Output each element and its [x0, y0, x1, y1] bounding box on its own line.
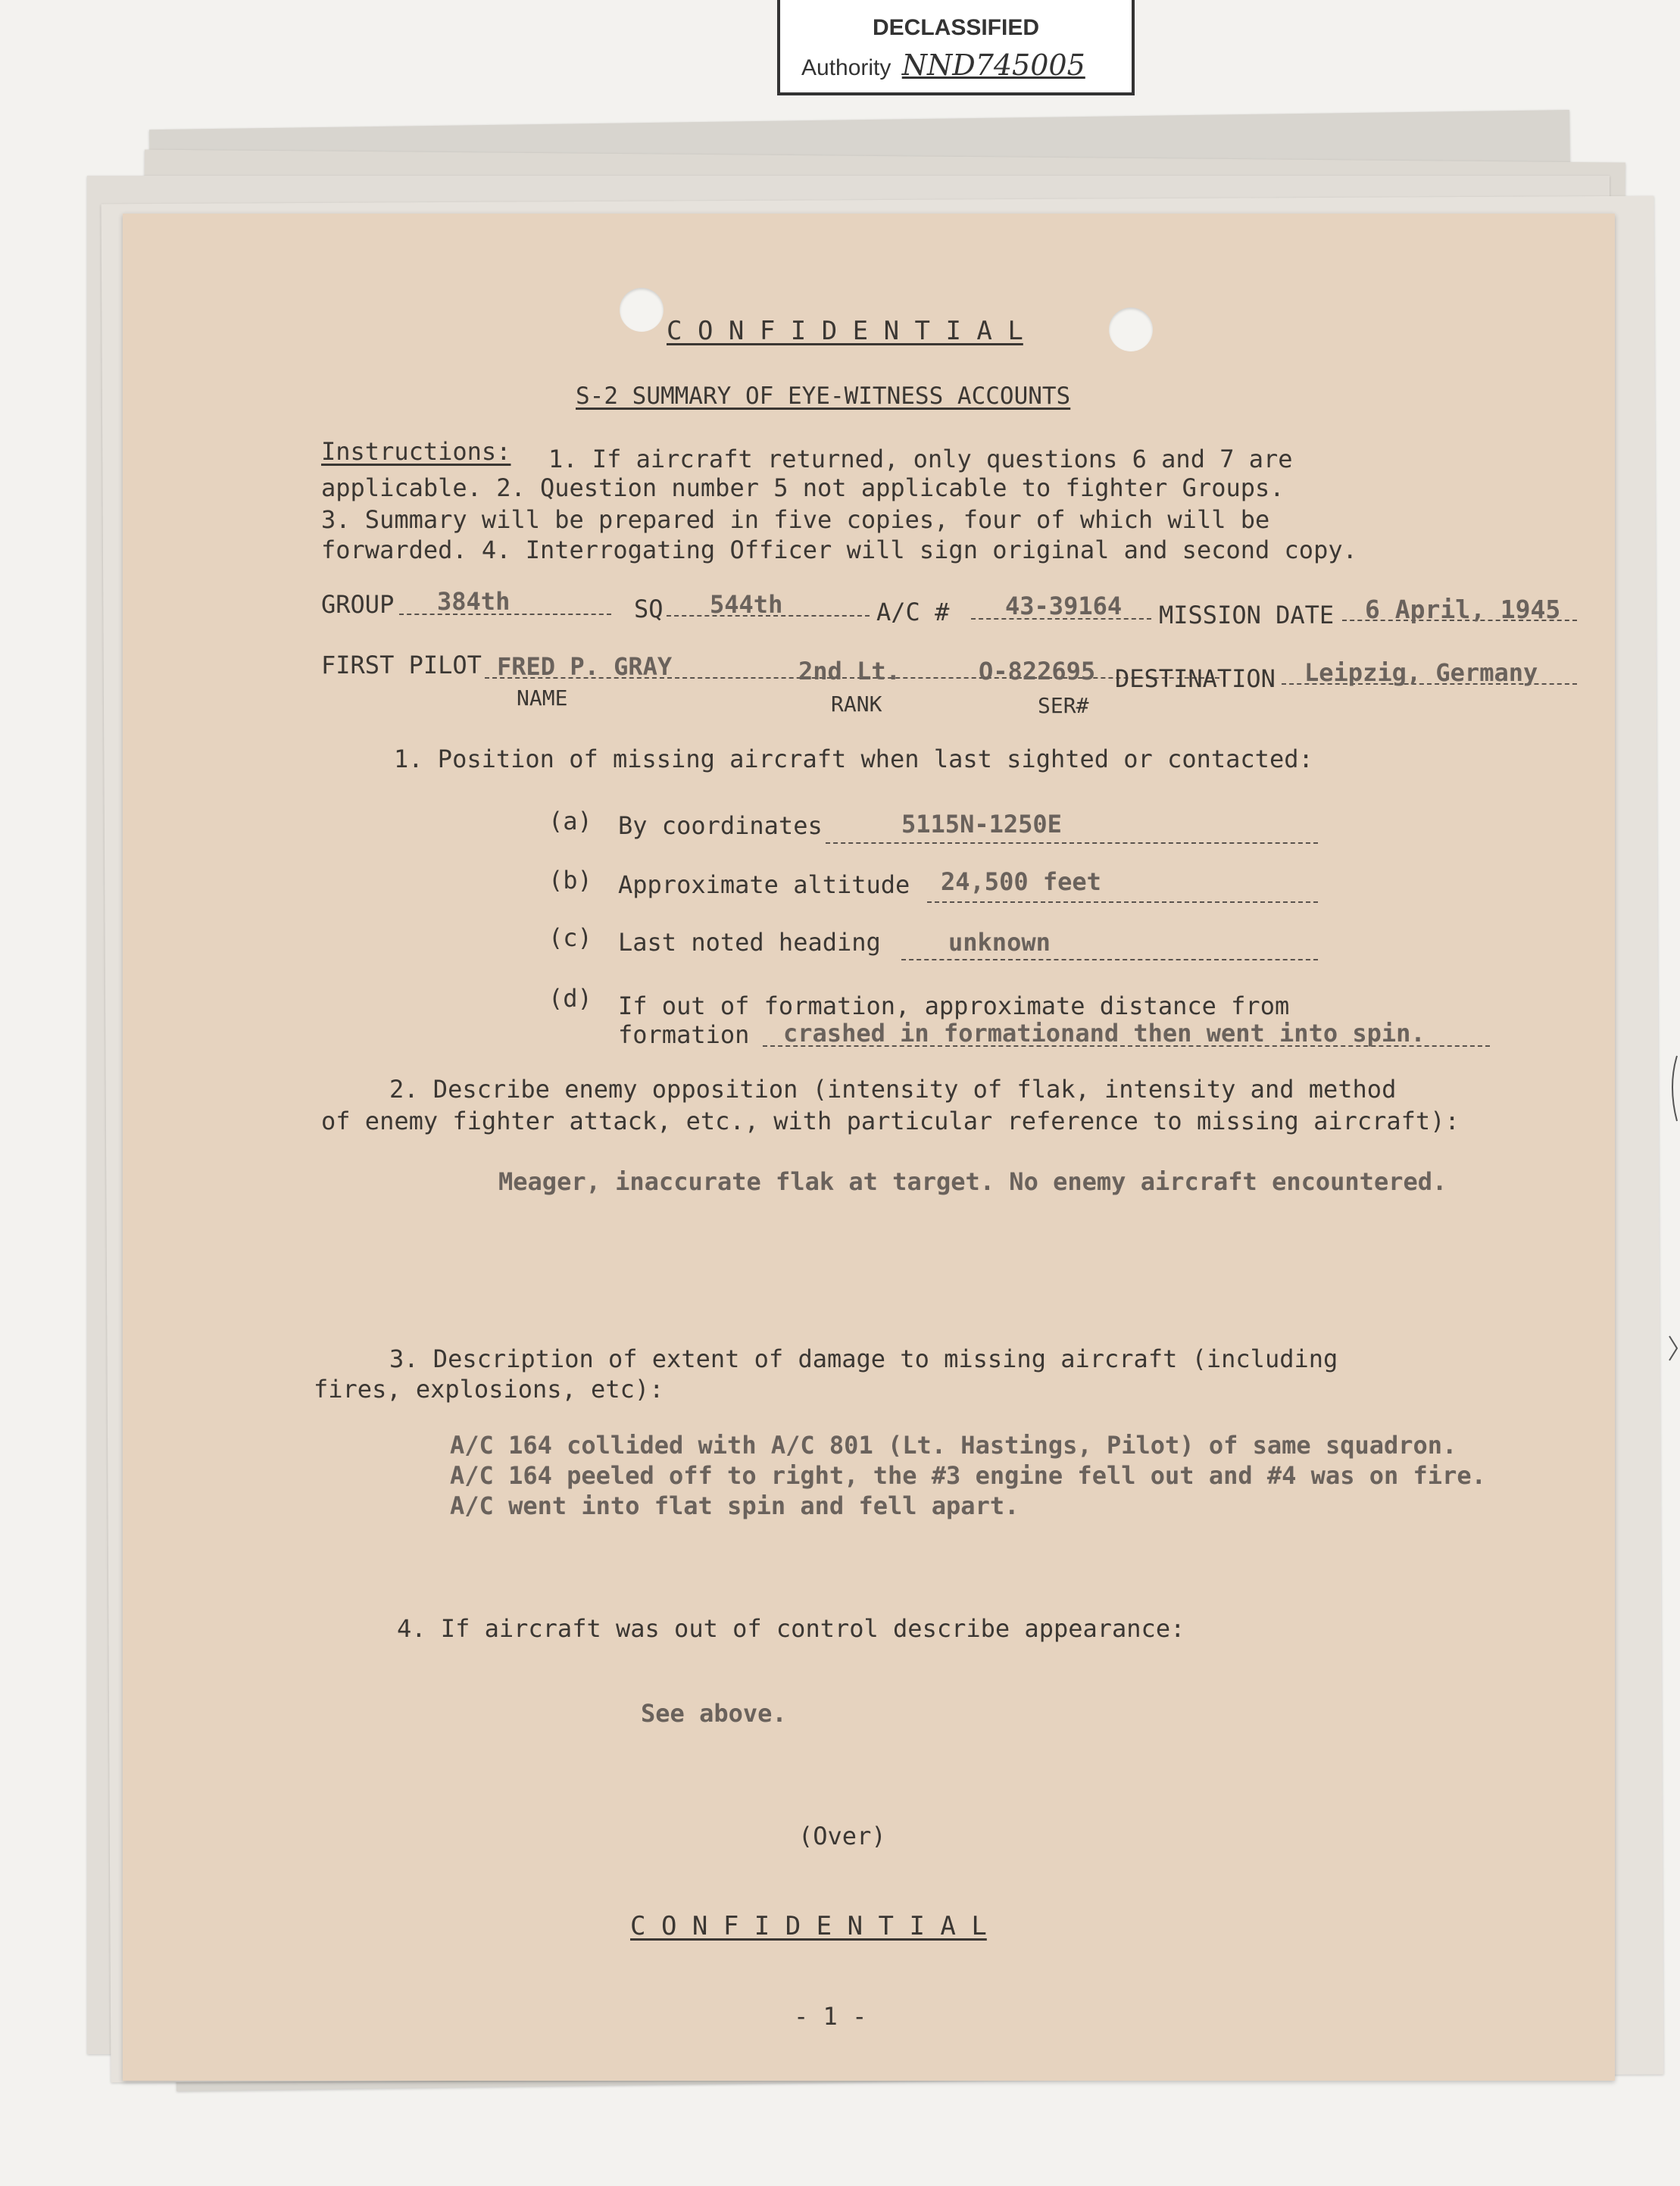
q1-d-label: (d)	[548, 984, 592, 1013]
ac-value: 43-39164	[1005, 592, 1123, 620]
q1-d-text: If out of formation, approximate distance from	[618, 992, 1290, 1020]
group-label: GROUP	[321, 590, 395, 619]
destination-value: Leipzig, Germany	[1304, 658, 1538, 687]
q1-a-text: By coordinates	[618, 811, 823, 840]
ac-label: A/C #	[876, 598, 950, 626]
group-value: 384th	[437, 587, 511, 616]
q1-c-value: unknown	[948, 928, 1051, 957]
punch-hole	[1109, 308, 1153, 351]
classification-top: C O N F I D E N T I A L	[667, 316, 1023, 346]
rank-caption: RANK	[831, 692, 882, 717]
q3-answer: A/C 164 collided with A/C 801 (Lt. Hastings, Pilot) of same squadron.	[450, 1431, 1457, 1460]
q1-d-text: formation	[618, 1020, 750, 1049]
document-page	[123, 214, 1615, 2081]
q4-answer: See above.	[641, 1699, 787, 1728]
q2-line: of enemy fighter attack, etc., with particular reference to missing aircraft):	[321, 1107, 1460, 1135]
instruction-line: 1. If aircraft returned, only questions 6 and 7 are	[548, 445, 1293, 473]
mission-date-value: 6 April, 1945	[1365, 595, 1561, 624]
instruction-line: applicable. 2. Question number 5 not applicable to fighter Groups.	[321, 473, 1285, 502]
field-underline	[927, 901, 1318, 903]
q3-line: 3. Description of extent of damage to missing aircraft (including	[389, 1344, 1338, 1373]
over-note: (Over)	[798, 1822, 886, 1850]
stamp-authority-code: NND745005	[901, 48, 1085, 82]
sq-label: SQ	[634, 595, 664, 623]
q4-text: 4. If aircraft was out of control describe appearance:	[397, 1614, 1185, 1643]
field-underline	[826, 842, 1318, 844]
stamp-title: DECLASSIFIED	[872, 15, 1040, 40]
instruction-line: forwarded. 4. Interrogating Officer will sign original and second copy.	[321, 536, 1357, 564]
adjacent-page-mark	[1668, 1333, 1678, 1363]
q2-answer: Meager, inaccurate flak at target. No enemy aircraft encountered.	[498, 1167, 1447, 1196]
q1-a-value: 5115N-1250E	[901, 810, 1062, 838]
destination-label: DESTINATION	[1115, 664, 1276, 693]
q3-answer: A/C 164 peeled off to right, the #3 engine fell out and #4 was on fire.	[450, 1461, 1486, 1490]
stamp-authority-row	[801, 48, 1085, 82]
pilot-ser: O-822695	[979, 657, 1096, 685]
punch-hole	[620, 288, 664, 332]
q1-text: 1. Position of missing aircraft when last sighted or contacted:	[394, 745, 1313, 773]
field-underline	[901, 959, 1318, 960]
declassified-stamp	[777, 0, 1135, 95]
q3-line: fires, explosions, etc):	[314, 1375, 664, 1404]
instruction-line: 3. Summary will be prepared in five copies, four of which will be	[321, 505, 1270, 534]
pilot-name: FRED P. GRAY	[497, 652, 673, 681]
mission-date-label: MISSION DATE	[1159, 601, 1335, 629]
ser-caption: SER#	[1038, 693, 1089, 718]
q3-answer: A/C went into flat spin and fell apart.	[450, 1491, 1020, 1520]
stamp-authority-label: Authority	[801, 55, 892, 80]
document-title: S-2 SUMMARY OF EYE-WITNESS ACCOUNTS	[576, 383, 1071, 410]
instructions-label: Instructions:	[321, 437, 511, 466]
q1-a-label: (a)	[548, 807, 592, 835]
q1-c-label: (c)	[548, 923, 592, 952]
q1-b-value: 24,500 feet	[941, 867, 1101, 896]
q1-c-text: Last noted heading	[618, 928, 881, 957]
q1-d-value: crashed in formationand then went into spin.	[783, 1019, 1426, 1048]
q1-b-text: Approximate altitude	[618, 870, 910, 899]
adjacent-page-mark	[1668, 1053, 1678, 1144]
q2-line: 2. Describe enemy opposition (intensity of flak, intensity and method	[389, 1075, 1397, 1104]
pilot-rank: 2nd Lt.	[798, 657, 901, 685]
q1-b-label: (b)	[548, 866, 592, 895]
first-pilot-label: FIRST PILOT	[321, 651, 482, 679]
page-number: - 1 -	[794, 2002, 867, 2031]
classification-bottom: C O N F I D E N T I A L	[630, 1911, 987, 1941]
name-caption: NAME	[517, 685, 568, 710]
sq-value: 544th	[710, 590, 783, 619]
